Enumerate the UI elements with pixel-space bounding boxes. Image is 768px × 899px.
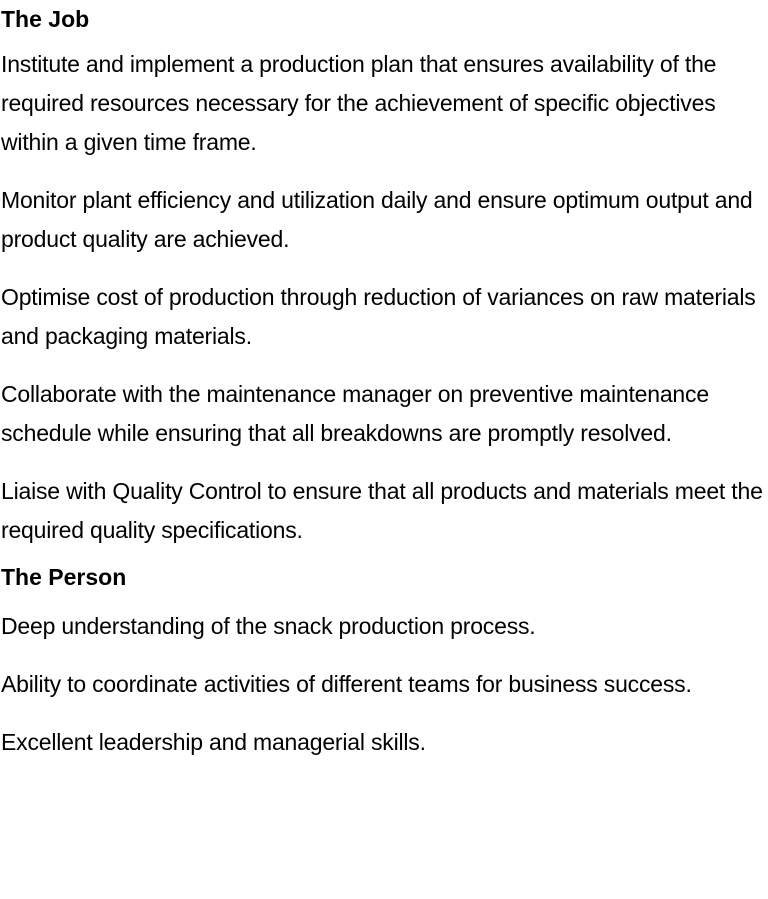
section-heading: The Job bbox=[1, 6, 90, 32]
job-paragraph: Institute and implement a production plan that ensures availability of the required resources necessary for the achievement of specific objectives within a given time frame. bbox=[1, 51, 717, 155]
person-paragraph: Ability to coordinate activities of different teams for business success. bbox=[1, 671, 692, 697]
job-paragraph: Optimise cost of production through reduction of variances on raw materials and packaging materials. bbox=[1, 284, 756, 349]
section-the-job bbox=[1, 0, 765, 550]
job-paragraph: Monitor plant efficiency and utilization daily and ensure optimum output and product quality are achieved. bbox=[1, 187, 753, 252]
job-paragraph: Liaise with Quality Control to ensure that all products and materials meet the required quality specifications. bbox=[1, 478, 763, 543]
section-the-person bbox=[1, 558, 765, 762]
section-heading: The Person bbox=[1, 564, 127, 590]
job-description-document bbox=[1, 0, 765, 762]
person-paragraph: Excellent leadership and managerial skills. bbox=[1, 729, 426, 755]
person-paragraph: Deep understanding of the snack production process. bbox=[1, 613, 536, 639]
job-paragraph: Collaborate with the maintenance manager on preventive maintenance schedule while ensuring that all breakdowns are promptly resolved. bbox=[1, 381, 709, 446]
